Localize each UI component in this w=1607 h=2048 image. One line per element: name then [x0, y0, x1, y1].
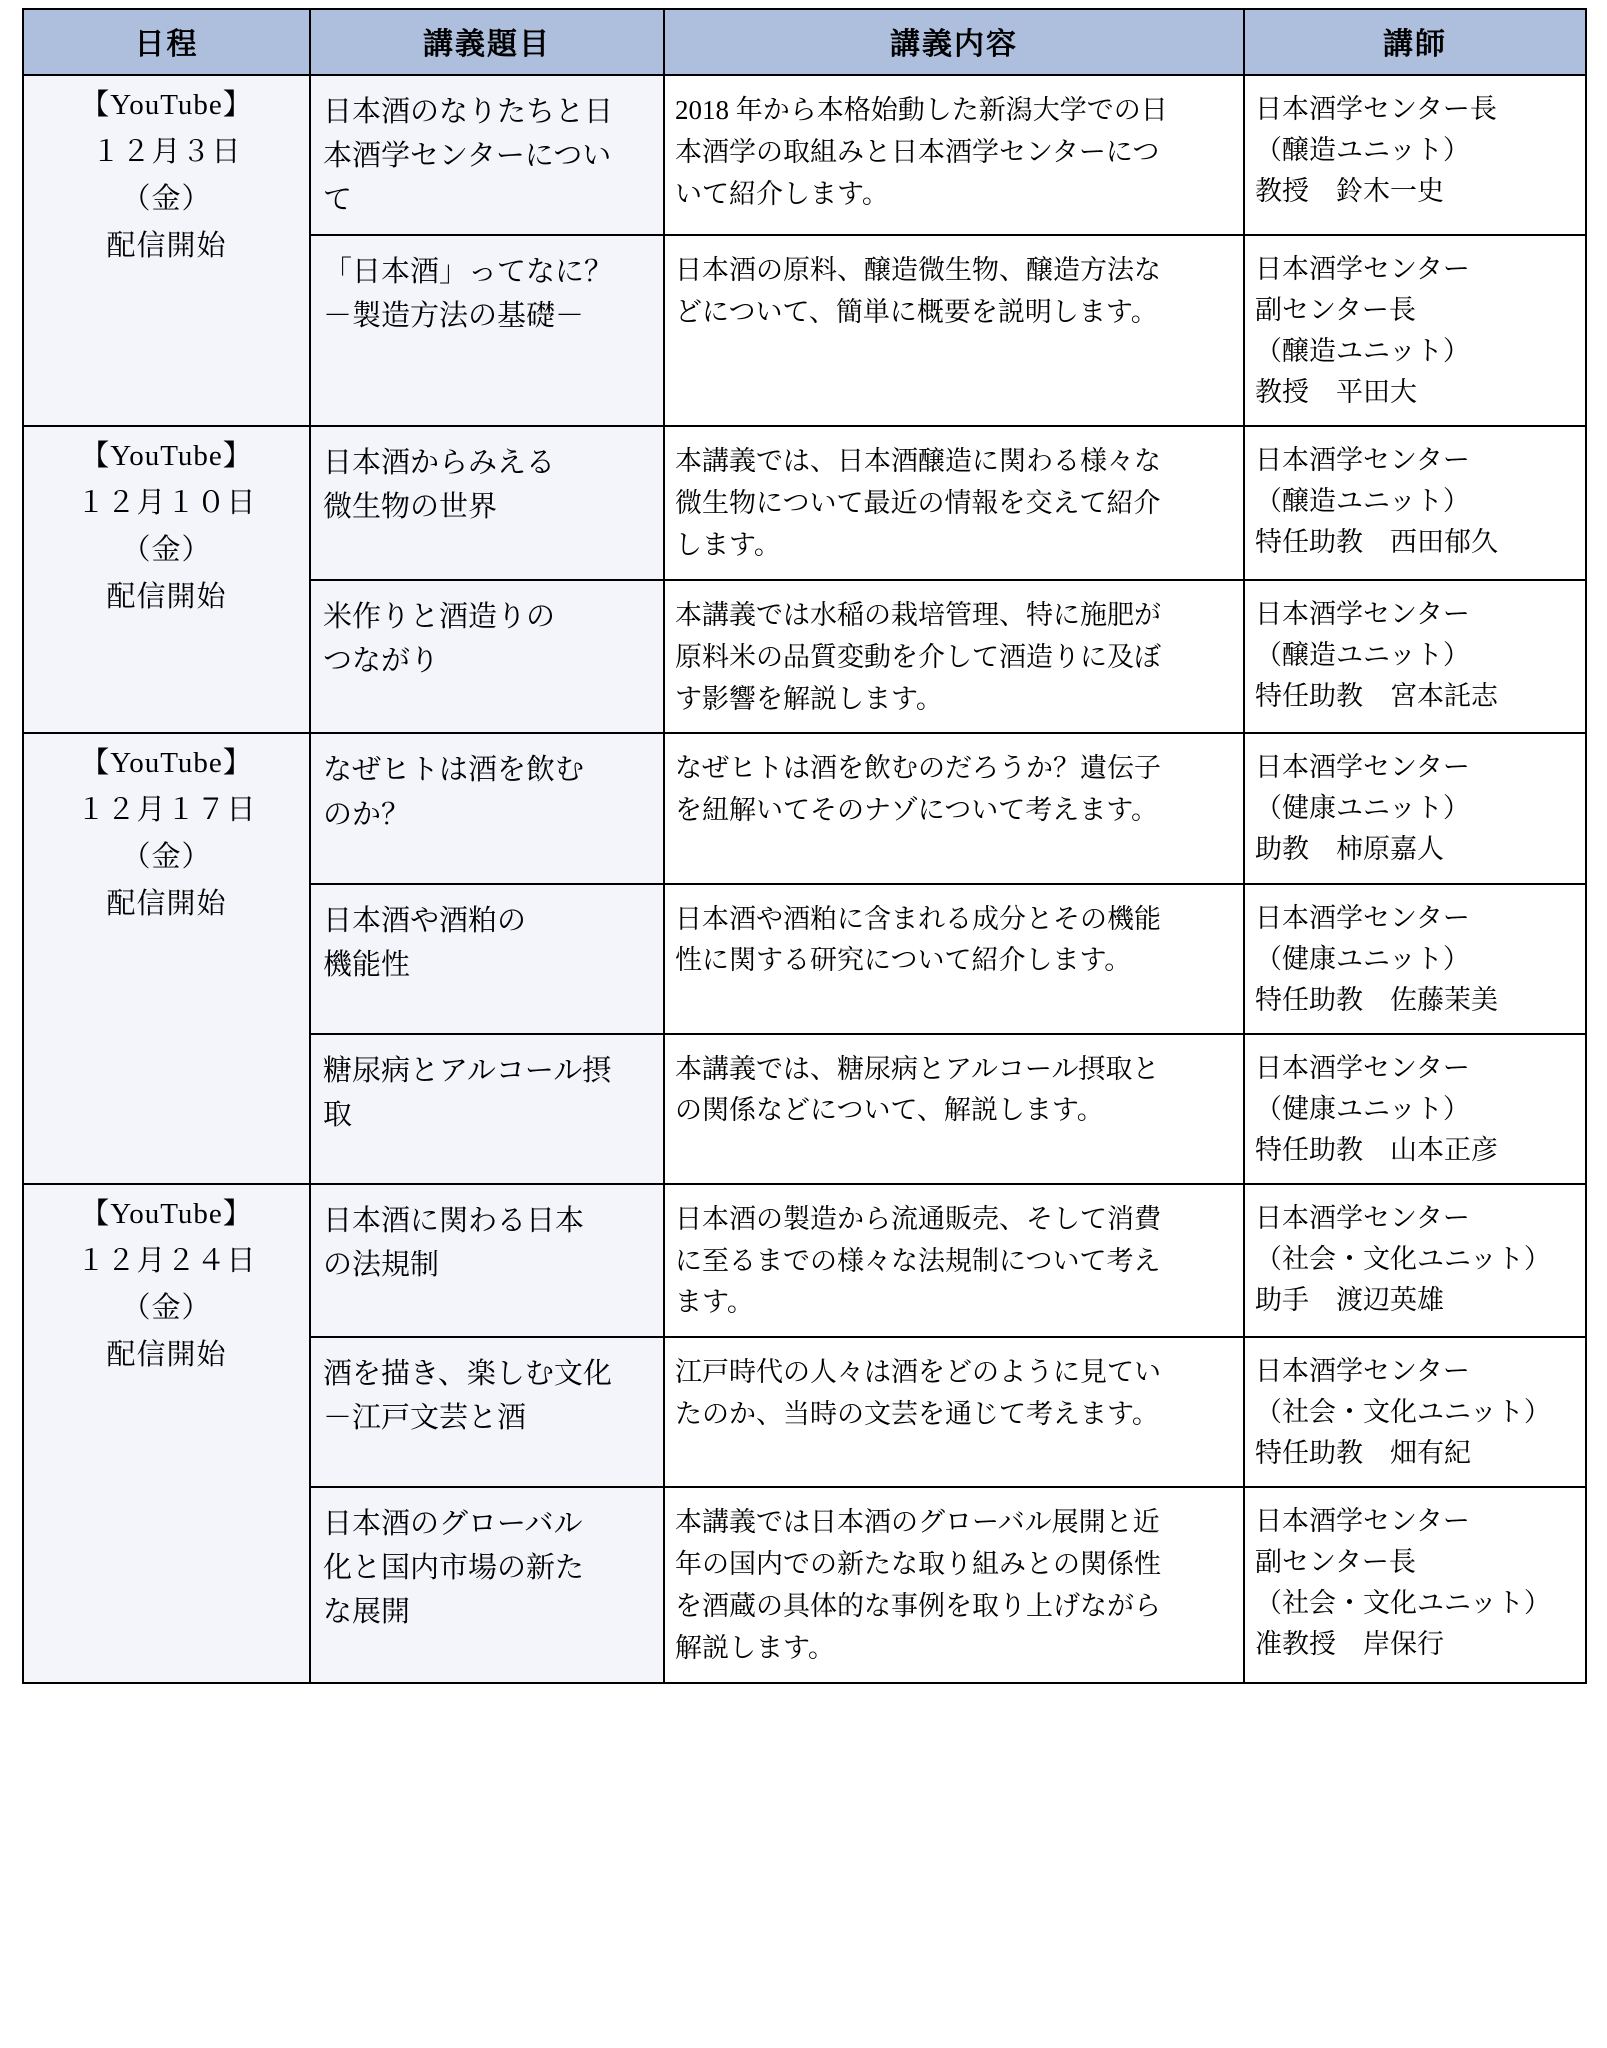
date-line: 配信開始 — [106, 229, 227, 262]
lecture-title-cell — [310, 884, 664, 1034]
lecturer-line: （社会・文化ユニット） — [1255, 1588, 1551, 1619]
content-line: 江戸時代の人々は酒をどのように見てい — [675, 1357, 1161, 1388]
content-line: 日本酒の原料、醸造微生物、醸造方法な — [675, 255, 1161, 286]
date-cell — [23, 733, 310, 1183]
lecturer-cell — [1244, 1487, 1586, 1682]
table-row — [23, 1184, 1586, 1338]
lecturer-line: （醸造ユニット） — [1255, 486, 1470, 517]
lecture-title-cell — [310, 75, 664, 235]
lecturer-line: 日本酒学センター — [1255, 445, 1470, 476]
date-line: 【YouTube】 — [80, 1197, 253, 1230]
date-cell — [23, 426, 310, 733]
content-line: 年の国内での新たな取り組みとの関係性 — [675, 1549, 1161, 1580]
lecture-content-cell — [664, 426, 1244, 580]
lecturer-line: 助教 柿原嘉人 — [1255, 834, 1444, 865]
content-line: を酒蔵の具体的な事例を取り上げながら — [675, 1591, 1161, 1622]
lecturer-line: 特任助教 佐藤茉美 — [1255, 984, 1498, 1015]
table-header — [23, 9, 1586, 75]
lecturer-line: 特任助教 畑有紀 — [1255, 1438, 1471, 1469]
lecturer-cell — [1244, 580, 1586, 734]
lecturer-line: 日本酒学センター長 — [1255, 94, 1497, 124]
date-line: 【YouTube】 — [80, 89, 253, 121]
content-line: たのか、当時の文芸を通じて考えます。 — [675, 1399, 1159, 1430]
lecture-title-cell — [310, 1184, 664, 1338]
title-line: の法規制 — [323, 1248, 440, 1281]
lecture-title-cell — [310, 235, 664, 426]
content-line: ます。 — [675, 1287, 754, 1318]
lecture-content-cell — [664, 733, 1244, 883]
date-line: （金） — [121, 841, 212, 874]
content-line: 本講義では、糖尿病とアルコール摂取と — [675, 1053, 1160, 1084]
lecture-title-cell — [310, 426, 664, 580]
lecturer-line: 准教授 岸保行 — [1255, 1629, 1444, 1660]
title-line: 機能性 — [323, 948, 411, 981]
lecturer-line: 日本酒学センター — [1255, 598, 1470, 629]
lecturer-line: 副センター長 — [1255, 1547, 1416, 1578]
content-line: の関係などについて、解説します。 — [675, 1095, 1104, 1126]
lecturer-line: （醸造ユニット） — [1255, 639, 1470, 670]
content-line: 微生物について最近の情報を交えて紹介 — [675, 488, 1161, 519]
lecture-content-cell — [664, 1487, 1244, 1682]
lecturer-line: （健康ユニット） — [1255, 1093, 1470, 1124]
lecturer-line: 特任助教 宮本託志 — [1255, 680, 1498, 711]
date-cell — [23, 1184, 310, 1683]
title-line: 日本酒や酒粕の — [323, 904, 527, 937]
table-row — [23, 733, 1586, 883]
lecturer-cell — [1244, 1337, 1586, 1487]
lecturer-cell — [1244, 426, 1586, 580]
content-line: 性に関する研究について紹介します。 — [675, 945, 1132, 976]
content-line: なぜヒトは酒を飲むのだろうか？遺伝子 — [675, 753, 1161, 784]
date-cell — [23, 75, 310, 426]
lecture-title-cell — [310, 1034, 664, 1184]
content-line: す影響を解説します。 — [675, 683, 943, 714]
lecture-title-cell — [310, 1337, 664, 1487]
title-line: 微生物の世界 — [323, 491, 498, 524]
lecture-title-cell — [310, 733, 664, 883]
lecturer-line: 教授 鈴木一史 — [1255, 176, 1444, 207]
lecturer-line: 日本酒学センター — [1255, 902, 1470, 933]
title-line: 化と国内市場の新た — [323, 1552, 585, 1585]
lecture-title-cell — [310, 1487, 664, 1682]
lecturer-line: 教授 平田大 — [1255, 377, 1417, 408]
lecture-content-cell — [664, 75, 1244, 235]
lecture-content-cell — [664, 1184, 1244, 1338]
date-line: １２月１０日 — [76, 487, 257, 520]
lecture-title-cell — [310, 580, 664, 734]
title-line: つながり — [323, 644, 440, 677]
table-row — [23, 426, 1586, 580]
title-line: 糖尿病とアルコール摂 — [323, 1054, 612, 1087]
content-line: 本酒学の取組みと日本酒学センターにつ — [675, 136, 1160, 167]
lecturer-cell — [1244, 733, 1586, 883]
content-line: 本講義では水稲の栽培管理、特に施肥が — [675, 599, 1161, 630]
title-line: 日本酒のなりたちと日 — [323, 96, 614, 128]
lecture-content-cell — [664, 580, 1244, 734]
title-line: 米作りと酒造りの — [323, 600, 556, 633]
title-line: 「日本酒」ってなに？ — [323, 256, 614, 289]
date-line: １２月１７日 — [76, 794, 257, 827]
lecturer-line: （健康ユニット） — [1255, 943, 1470, 974]
title-line: －製造方法の基礎－ — [323, 300, 585, 333]
content-line: 本講義では日本酒のグローバル展開と近 — [675, 1507, 1160, 1538]
content-line: いて紹介します。 — [675, 178, 889, 209]
lecturer-cell — [1244, 1184, 1586, 1338]
title-line: な展開 — [323, 1596, 411, 1629]
lecturer-line: 日本酒学センター — [1255, 1202, 1470, 1233]
lecturer-line: （社会・文化ユニット） — [1255, 1243, 1551, 1274]
date-line: （金） — [121, 1291, 212, 1324]
column-header-title: 講義題目 — [310, 9, 664, 75]
lecturer-cell — [1244, 884, 1586, 1034]
date-line: １２月２４日 — [76, 1244, 257, 1277]
lecturer-line: 日本酒学センター — [1255, 752, 1470, 783]
lecturer-line: （醸造ユニット） — [1255, 336, 1470, 367]
lecture-content-cell — [664, 884, 1244, 1034]
title-line: なぜヒトは酒を飲む — [323, 754, 585, 787]
title-line: 日本酒からみえる — [323, 447, 556, 480]
content-line: どについて、簡単に概要を説明します。 — [675, 297, 1158, 328]
date-line: 配信開始 — [106, 888, 227, 921]
date-line: １２月３日 — [91, 135, 242, 168]
date-line: （金） — [121, 534, 212, 567]
content-line: します。 — [675, 530, 781, 561]
content-line: を紐解いてそのナゾについて考えます。 — [675, 795, 1159, 826]
title-line: 日本酒に関わる日本 — [323, 1204, 585, 1237]
lecturer-line: 日本酒学センター — [1255, 254, 1470, 285]
date-line: （金） — [121, 182, 212, 215]
lecturer-cell — [1244, 75, 1586, 235]
content-line: 解説します。 — [675, 1632, 835, 1663]
column-header-content: 講義内容 — [664, 9, 1244, 75]
date-line: 【YouTube】 — [80, 440, 253, 473]
lecturer-line: 特任助教 西田郁久 — [1255, 527, 1498, 558]
lecturer-line: （醸造ユニット） — [1255, 135, 1470, 166]
date-line: 配信開始 — [106, 1338, 227, 1371]
content-line: 日本酒の製造から流通販売、そして消費 — [675, 1203, 1161, 1234]
column-header-lecturer: 講師 — [1244, 9, 1586, 75]
lecturer-line: （社会・文化ユニット） — [1255, 1397, 1551, 1428]
title-line: 本酒学センターについ — [323, 140, 612, 173]
lecturer-cell — [1244, 235, 1586, 426]
lecturer-line: 日本酒学センター — [1255, 1052, 1470, 1083]
lecturer-line: 特任助教 山本正彦 — [1255, 1134, 1498, 1165]
lecturer-line: 副センター長 — [1255, 295, 1416, 326]
date-line: 【YouTube】 — [80, 747, 253, 780]
date-line: 配信開始 — [106, 581, 227, 614]
table-header-row — [23, 9, 1586, 75]
title-line: て — [323, 184, 353, 217]
content-line: に至るまでの様々な法規制について考え — [675, 1245, 1161, 1276]
column-header-date: 日程 — [23, 9, 310, 75]
table-row — [23, 75, 1586, 235]
lecture-content-cell — [664, 235, 1244, 426]
lecturer-cell — [1244, 1034, 1586, 1184]
title-line: 日本酒のグローバル — [323, 1508, 583, 1541]
title-line: 酒を描き、楽しむ文化 — [323, 1358, 612, 1391]
title-line: 取 — [323, 1098, 353, 1131]
title-line: －江戸文芸と酒 — [323, 1402, 527, 1435]
table-body — [23, 75, 1586, 1683]
lecturer-line: 助手 渡辺英雄 — [1255, 1284, 1444, 1315]
content-line: 日本酒や酒粕に含まれる成分とその機能 — [675, 903, 1161, 934]
lecturer-line: 日本酒学センター — [1255, 1356, 1470, 1387]
lecturer-line: 日本酒学センター — [1255, 1506, 1470, 1537]
lecture-content-cell — [664, 1337, 1244, 1487]
title-line: のか？ — [323, 798, 411, 831]
lecture-content-cell — [664, 1034, 1244, 1184]
lecture-schedule-table — [22, 8, 1587, 1684]
content-line: 2018 年から本格始動した新潟大学での日 — [675, 95, 1168, 125]
content-line: 原料米の品質変動を介して酒造りに及ぼ — [675, 641, 1161, 672]
lecturer-line: （健康ユニット） — [1255, 793, 1470, 824]
content-line: 本講義では、日本酒醸造に関わる様々な — [675, 446, 1161, 477]
